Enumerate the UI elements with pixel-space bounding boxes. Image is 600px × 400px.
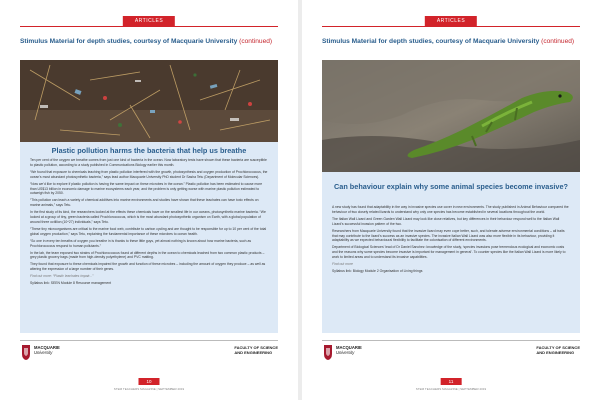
article-heading: Plastic pollution harms the bacteria that help us breathe [51, 146, 247, 155]
paragraph: Department of Biological Sciences’ lead of Dr Daniel Sanchez: knowledge of the study, ‘species invasions pose tremendous ecological and economic costs and the reasons why some species become invasive is important for management in general’. To counter species like the Italian Wall Lizard is more likely to work to limited areas and to understand its invasive capabilities. [332, 245, 566, 260]
faculty-line: AND ENGINEERING [234, 350, 273, 355]
paragraph: “We found that exposure to chemicals leaching from plastic pollution interfered with the growth, photosynthesis and oxygen production of Prochlorococcus, the ocean’s most abundant photosynthetic bacteria,” says lead author Macquarie University PhD student Dr Sasha Tetu (Department of Molecular Sciences). [30, 169, 268, 179]
page-title-text: Stimulus Material for depth studies, courtesy of Macquarie University [322, 38, 540, 45]
header-rule [20, 26, 278, 27]
paragraph: A new study has found that adaptability in the way in invasive species use cover in new environments. The study published in Animal Behaviour compared the behaviour of two closely related lizards to understand why only one species has become established in several locations throughout the world. [332, 205, 569, 214]
faculty-line: FACULTY OF SCIENCE [234, 345, 278, 350]
header-rule [322, 26, 580, 27]
page-title-continued: (continued) [239, 38, 273, 45]
logo-wordmark: MACQUARIE [336, 345, 362, 350]
article-body [30, 158, 268, 288]
paragraph: In the first study of its kind, the researchers looked at the effects these chemicals have on the smallest life in our oceans, photosynthetic marine bacteria. “We looked at a group of tiny, green bacteria called Prochlorococcus, which is the most abundant photosynthetic organism on Earth, with a global population of around three octillion (10^27) individuals,” says Tetu. [30, 210, 266, 224]
paragraph: They found that exposure to these chemicals impaired the growth and function of these microbes – including the amount of oxygen they produce – as well as altering the expression of a large number of their genes. [30, 262, 266, 272]
page-footer: STEM TEACHERS MAGAZINE | SEPTEMBER 2019 [415, 387, 487, 391]
lizard-photo [322, 60, 580, 172]
page-number: 11 [441, 378, 462, 385]
faculty-label [234, 345, 278, 355]
footer-rule [322, 340, 580, 341]
page-footer: STEM TEACHERS MAGAZINE | SEPTEMBER 2019 [113, 387, 185, 391]
article-panel [322, 60, 580, 333]
section-tab: ARTICLES [123, 16, 175, 26]
page-number: 10 [138, 378, 159, 385]
page-title-continued: (continued) [541, 38, 575, 45]
faculty-label [536, 345, 580, 355]
further-read-link[interactable]: Find out more [332, 262, 353, 267]
further-read-link[interactable]: Find out more: “Plastic leachates impair...” [30, 274, 94, 279]
page-title-text: Stimulus Material for depth studies, courtesy of Macquarie University [20, 38, 238, 45]
article-heading: Can behaviour explain why some animal species become invasive? [334, 182, 568, 191]
paragraph: “Now we’d like to explore if plastic pollution is having the same impact on these microbes in the ocean.” Plastic pollution has been estimated to cause more than US$13 billion in economic damage to marine ecosystems each year, and the problem is only getting worse with marine plastic pollution estimated to outweigh fish by 2050. [30, 181, 263, 196]
logo-subtext: University [336, 350, 355, 356]
paragraph: In the lab, the team exposed two strains of Prochlorococcus found at different depths in the ocean to chemicals leached from two common plastic products – grey plastic grocery bags (made from high-density polyethylene) and PVC matting. [30, 250, 265, 260]
logo-subtext: University [34, 350, 53, 356]
faculty-line: FACULTY OF SCIENCE [536, 345, 580, 350]
paragraph: Researchers from Macquarie University found that the invasive lizard may even cope better, such, and tolerate adverse environmental conditions – all traits that may contribute to the lizard’s success as an invasive species. The invasive Italian Wall Lizard was also more flexible in its behaviour, providing it adaptability as we expected behavioural flexibility to facilitate the colonisation of different environments. [332, 228, 565, 243]
paragraph: “So one in every ten breaths of oxygen you breathe in is thanks to these little guys, yet almost nothing is known about how marine bacteria, such as Prochlorococcus respond to human pollutants.” [30, 238, 252, 248]
syllabus-link: Syllabus link: SEEN Module 8 Resource management [30, 281, 112, 286]
article-body [332, 205, 570, 276]
paragraph: The Italian Wall Lizard and Green Garden Wall Lizard may look like close relatives, but key differences in their behaviour respond well to the Italian Wall Lizard’s successful invasion pattern of the two. [332, 216, 560, 226]
paragraph: “This pollution can leach a variety of chemical additives into marine environments and studies have shown that these leachates can have toxic effects on marine animals,” says Tetu. [30, 198, 259, 208]
right-page [302, 0, 600, 400]
left-page [0, 0, 298, 400]
footer-rule [20, 340, 278, 341]
page-title [322, 38, 580, 45]
section-tab: ARTICLES [425, 16, 477, 26]
syllabus-link: Syllabus link: Biology Module 2 Organisation of Living things [332, 269, 423, 274]
page-title [20, 38, 278, 45]
article-panel [20, 60, 278, 333]
paragraph: Ten per cent of the oxygen we breathe comes from just one kind of bacteria in the ocean. Now laboratory tests have shown that these bacteria are susceptible to plastic pollution, according to a study published in Communications Biology earlier this month. [30, 158, 267, 167]
paragraph: “These tiny microorganisms are critical to the marine food web, contribute to carbon cycling and are thought to be responsible for up to 10 per cent of the total global oxygen production,” says Tetu, explaining the fundamental importance of these microbes to ocean health. [30, 226, 267, 236]
plastic-pollution-photo [20, 60, 278, 142]
faculty-line: AND ENGINEERING [536, 350, 575, 355]
logo-wordmark: MACQUARIE [34, 345, 60, 350]
